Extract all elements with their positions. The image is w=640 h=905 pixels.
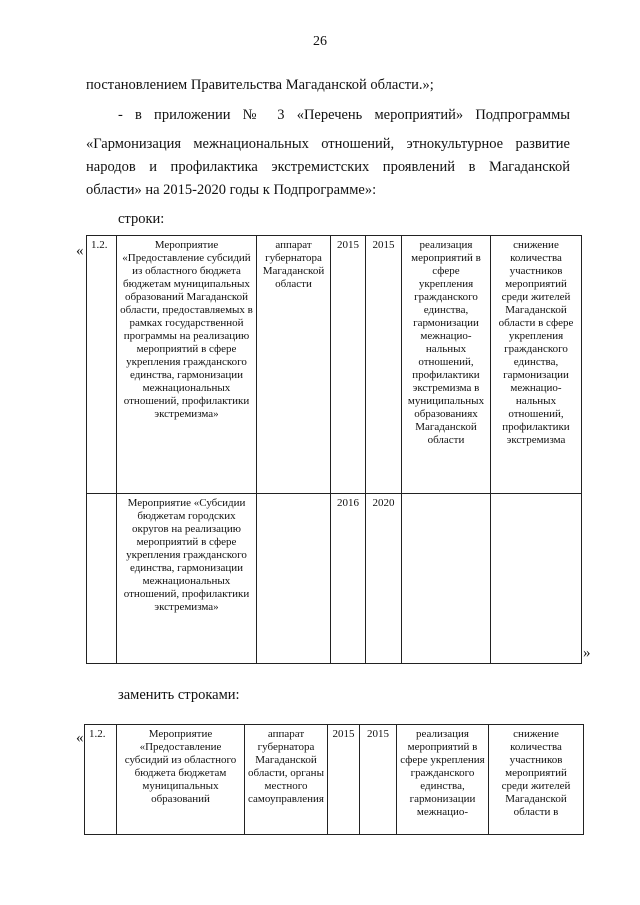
start-year: 2015 — [331, 236, 366, 494]
expected-result: снижение количества участников мероприятий среди жителей Магаданской области в — [489, 725, 584, 835]
paragraph-line: - в приложении № 3 «Перечень мероприятий» Подпрограммы — [118, 107, 570, 123]
event-content: реализация мероприятий в сфере укрепления гражданского единства, гармонизации межнацио-нальных отношений, профилактики экстремизма в муниципальных образованиях Магаданской области — [402, 236, 491, 494]
executor: аппарат губернатора Магаданской области — [257, 236, 331, 494]
event-name: Мероприятие «Субсидии бюджетам городских округов на реализацию мероприятий в сфере укрепления гражданского единства, гармонизации межнациональных отношений, профилактики экстремизма» — [117, 494, 257, 664]
open-quote: « — [76, 243, 84, 259]
events-table-new — [84, 724, 584, 835]
event-content — [402, 494, 491, 664]
paragraph-line: постановлением Правительства Магаданской области.»; — [86, 77, 434, 93]
start-year: 2016 — [331, 494, 366, 664]
row-number: 1.2. — [85, 725, 117, 835]
end-year: 2020 — [366, 494, 402, 664]
open-quote: « — [76, 730, 84, 746]
expected-result: снижение количества участников мероприятий среди жителей Магаданской области в сфере укрепления гражданского единства, гармонизации межнацио-нальных отношений, профилактики экстремизма — [491, 236, 582, 494]
replace-label: заменить строками: — [118, 687, 240, 703]
event-content: реализация мероприятий в сфере укрепления гражданского единства, гармонизации межнацио- — [397, 725, 489, 835]
paragraph-line: «Гармонизация межнациональных отношений, этнокультурное развитие — [86, 136, 570, 152]
events-table-old — [86, 235, 582, 664]
paragraph-line: народов и профилактика экстремистских проявлений в Магаданской — [86, 159, 570, 175]
table-row — [85, 725, 584, 835]
start-year: 2015 — [328, 725, 360, 835]
close-quote: » — [583, 645, 591, 661]
executor — [257, 494, 331, 664]
page-number: 26 — [313, 34, 327, 49]
row-number — [87, 494, 117, 664]
event-name: Мероприятие «Предоставление субсидий из областного бюджета бюджетам муниципальных образований Магаданской области, предоставляемых в рамках государственной программы на реализацию мероприятий в сфере укрепления гражданского единства, гармонизации межнациональных отношений, профилактики экстремизма» — [117, 236, 257, 494]
rows-label: строки: — [118, 211, 165, 227]
executor: аппарат губернатора Магаданской области, органы местного самоуправления — [245, 725, 328, 835]
end-year: 2015 — [360, 725, 397, 835]
table-row — [87, 236, 582, 494]
expected-result — [491, 494, 582, 664]
event-name: Мероприятие «Предоставление субсидий из областного бюджета бюджетам муниципальных образований — [117, 725, 245, 835]
end-year: 2015 — [366, 236, 402, 494]
row-number: 1.2. — [87, 236, 117, 494]
paragraph-line: области» на 2015-2020 годы к Подпрограмме»: — [86, 182, 377, 198]
table-row — [87, 494, 582, 664]
